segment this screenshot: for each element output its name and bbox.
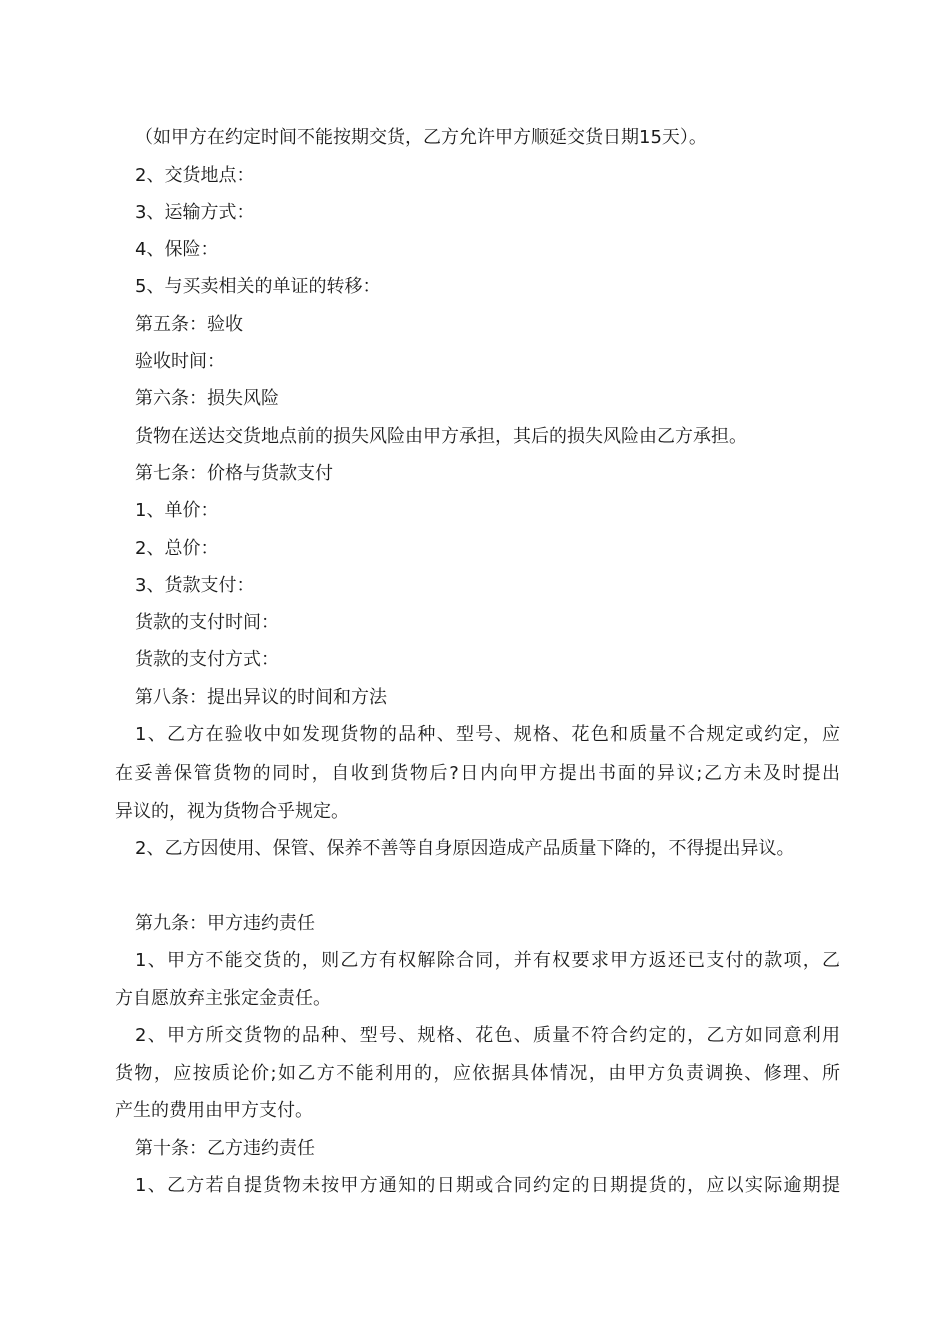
party-a-liability-1-line-2: 方自愿放弃主张定金责任。 — [115, 988, 331, 1009]
party-a-liability-2-line-1: 2、甲方所交货物的品种、型号、规格、花色、质量不符合约定的，乙方如同意利用 — [135, 1025, 840, 1046]
clause-item-total-price: 2、总价： — [135, 538, 219, 559]
delivery-extension-note: （如甲方在约定时间不能按期交货，乙方允许甲方顺延交货日期15天）。 — [135, 127, 707, 148]
article-8-heading: 第八条：提出异议的时间和方法 — [135, 687, 387, 708]
article-6-heading: 第六条：损失风险 — [135, 388, 279, 409]
payment-time: 货款的支付时间： — [135, 612, 279, 633]
objection-paragraph-2: 2、乙方因使用、保管、保养不善等自身原因造成产品质量下降的，不得提出异议。 — [135, 838, 795, 859]
risk-paragraph: 货物在送达交货地点前的损失风险由甲方承担，其后的损失风险由乙方承担。 — [135, 426, 747, 447]
clause-item-payment: 3、货款支付： — [135, 575, 255, 596]
clause-item-documents: 5、与买卖相关的单证的转移： — [135, 276, 381, 297]
article-7-heading: 第七条：价格与货款支付 — [135, 463, 333, 484]
party-a-liability-2-line-3: 产生的费用由甲方支付。 — [115, 1100, 313, 1121]
article-9-heading: 第九条：甲方违约责任 — [135, 913, 315, 934]
inspection-time: 验收时间： — [135, 351, 225, 372]
objection-paragraph-1-line-3: 异议的，视为货物合乎规定。 — [115, 801, 349, 822]
payment-method: 货款的支付方式： — [135, 649, 279, 670]
clause-item-insurance: 4、保险： — [135, 239, 219, 260]
article-5-heading: 第五条：验收 — [135, 314, 243, 335]
party-b-liability-1-line-1: 1、乙方若自提货物未按甲方通知的日期或合同约定的日期提货的，应以实际逾期提 — [135, 1175, 840, 1196]
objection-paragraph-1-line-2: 在妥善保管货物的同时，自收到货物后?日内向甲方提出书面的异议;乙方未及时提出 — [115, 763, 840, 784]
clause-item-unit-price: 1、单价： — [135, 500, 219, 521]
clause-item-delivery-place: 2、交货地点： — [135, 165, 255, 186]
clause-item-transport: 3、运输方式： — [135, 202, 255, 223]
party-a-liability-2-line-2: 货物，应按质论价;如乙方不能利用的，应依据具体情况，由甲方负责调换、修理、所 — [115, 1063, 840, 1084]
article-10-heading: 第十条：乙方违约责任 — [135, 1138, 315, 1159]
objection-paragraph-1-line-1: 1、乙方在验收中如发现货物的品种、型号、规格、花色和质量不合规定或约定，应 — [135, 724, 840, 745]
party-a-liability-1-line-1: 1、甲方不能交货的，则乙方有权解除合同，并有权要求甲方返还已支付的款项，乙 — [135, 950, 840, 971]
